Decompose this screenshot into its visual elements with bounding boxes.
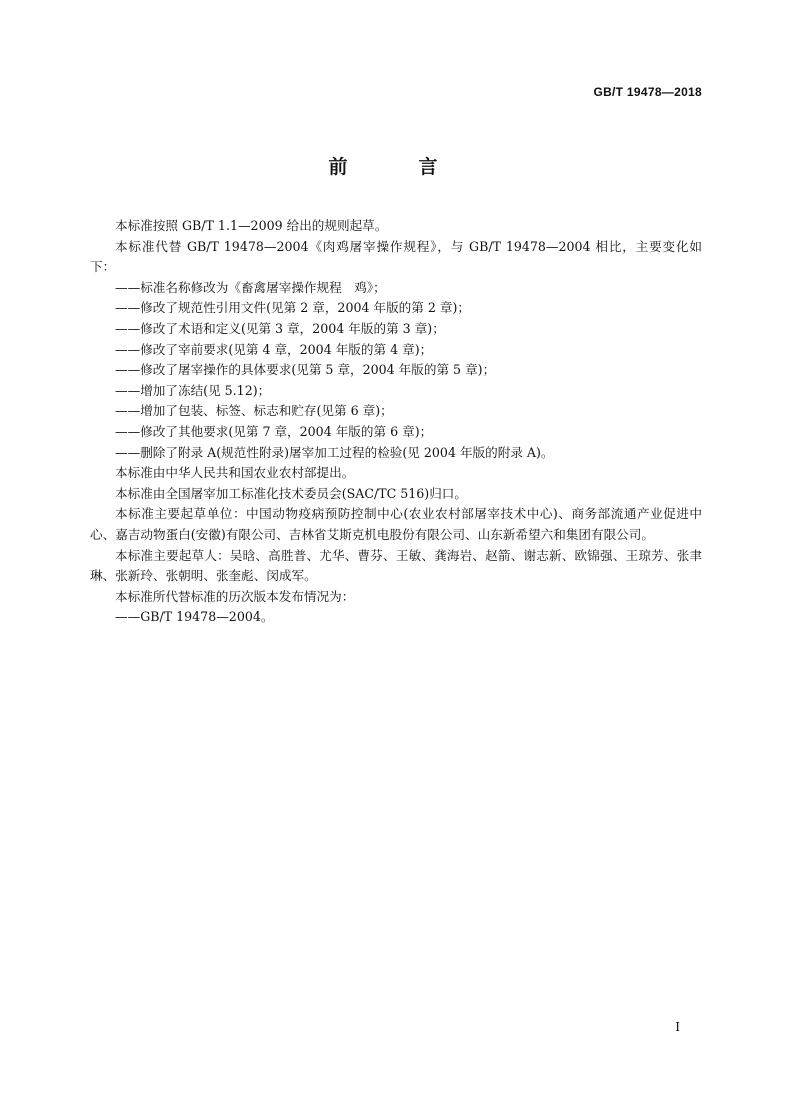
page-title: 前 言 <box>328 156 464 178</box>
page-number: I <box>675 1020 680 1034</box>
paragraph-history-intro: 本标准所代替标准的历次版本发布情况为： <box>115 588 355 604</box>
list-item: ——修改了屠宰操作的具体要求(见第 5 章，2004 年版的第 5 章)； <box>115 362 496 378</box>
list-item: ——增加了包装、标签、标志和贮存(见第 6 章)； <box>115 403 393 419</box>
paragraph-drafters: 本标准主要起草人：吴晗、高胜普、尤华、曹芬、王敏、龚海岩、赵箭、谢志新、欧锦强、王琼芳、张聿琳、张新玲、张朝明、张奎彪、闵成军。 <box>90 547 702 584</box>
list-item: ——修改了术语和定义(见第 3 章，2004 年版的第 3 章)； <box>115 320 445 336</box>
paragraph-replaces: 本标准代替 GB/T 19478—2004《肉鸡屠宰操作规程》，与 GB/T 19478—2004 相比，主要变化如下： <box>90 238 702 275</box>
document-body <box>90 216 702 628</box>
history-list <box>90 607 702 628</box>
list-item: ——修改了其他要求(见第 7 章，2004 年版的第 6 章)； <box>115 423 433 439</box>
list-item: ——修改了规范性引用文件(见第 2 章，2004 年版的第 2 章)； <box>115 300 470 316</box>
changes-list <box>90 278 702 463</box>
list-item: ——删除了附录 A(规范性附录)屠宰加工过程的检验(见 2004 年版的附录 A)。 <box>115 444 554 460</box>
paragraph-drafting-rules: 本标准按照 GB/T 1.1—2009 给出的规则起草。 <box>115 218 388 233</box>
standard-code: GB/T 19478—2018 <box>593 85 702 99</box>
paragraph-proposed-by: 本标准由中华人民共和国农业农村部提出。 <box>115 465 355 481</box>
paragraph-drafting-units: 本标准主要起草单位：中国动物疫病预防控制中心(农业农村部屠宰技术中心)、商务部流通产业促进中心、嘉吉动物蛋白(安徽)有限公司、吉林省艾斯克机电股份有限公司、山东新希望六和集团有限公司。 <box>90 506 702 542</box>
paragraph-centralized-by: 本标准由全国屠宰加工标准化技术委员会(SAC/TC 516)归口。 <box>115 485 467 501</box>
list-item: ——标准名称修改为《畜禽屠宰操作规程 鸡》； <box>115 279 386 295</box>
list-item: ——修改了宰前要求(见第 4 章，2004 年版的第 4 章)； <box>115 341 433 357</box>
list-item: ——GB/T 19478—2004。 <box>115 609 274 625</box>
list-item: ——增加了冻结(见 5.12)； <box>115 382 271 398</box>
